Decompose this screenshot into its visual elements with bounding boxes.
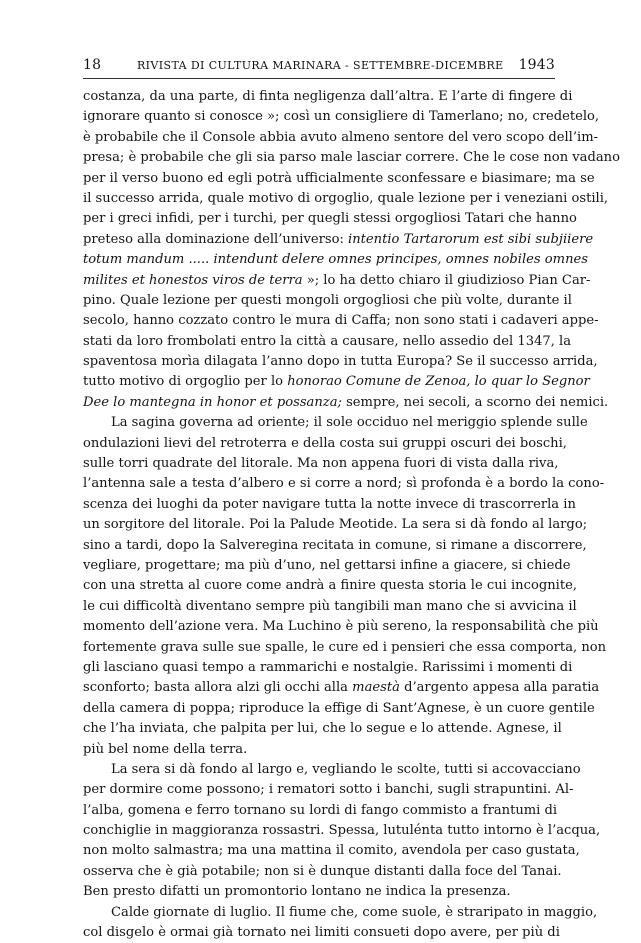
text-segment: conchiglie in maggioranza rossastri. Spessa, lutulénta tutto intorno è l’acqua, <box>83 823 601 839</box>
italic-text: maestà <box>352 680 400 696</box>
text-segment: con una stretta al cuore come andrà a finire questa storia le cui incognite, <box>83 578 578 594</box>
text-segment: vegliare, progettare; ma più d’uno, nel gettarsi infine a giacere, si chiede <box>83 557 571 573</box>
text-segment: »; lo ha detto chiaro il giudizioso Pian Car- <box>302 272 591 288</box>
text-line <box>83 515 588 535</box>
text-segment: osserva che è già potabile; non si è dunque distanti dalla foce del Tanai. <box>83 863 562 879</box>
text-line <box>83 841 580 861</box>
italic-text: milites et honestos viros de terra <box>83 272 303 288</box>
text-segment: l’antenna sale a testa d’albero e si corre a nord; sì profonda è a bordo la cono- <box>83 476 605 492</box>
text-segment: non molto salmastra; ma una mattina il comito, avendola per caso gustata, <box>83 843 580 859</box>
text-line <box>83 536 587 556</box>
text-line <box>83 311 599 331</box>
text-line <box>83 719 562 739</box>
text-segment: il successo arrida, quale motivo di orgoglio, quale lezione per i veneziani ostili, <box>83 190 609 206</box>
text-segment: La sagina governa ad oriente; il sole occiduo nel meriggio splende sulle <box>111 415 588 431</box>
text-segment: costanza, da una parte, di finta negligenza dall’altra. E l’arte di fingere di <box>83 89 573 104</box>
italic-text: Dee lo mantegna in honor et possanza; <box>83 394 342 410</box>
text-line <box>83 740 555 760</box>
text-segment: per dormire come possono; i rematori sotto i banchi, sugli strapuntini. Al- <box>83 782 574 798</box>
text-segment: le cui difficoltà diventano sempre più tangibili man mano che si avvicina il <box>83 598 577 614</box>
header-year: 1943 <box>518 57 555 73</box>
text-line <box>83 372 590 392</box>
text-segment: spaventosa morìa dilagata l’anno dopo in tutta Europa? Se il successo arrida, <box>83 354 598 370</box>
italic-text: totum mandum ..... intendunt delere omnes principes, omnes nobiles omnes <box>83 252 588 268</box>
text-line <box>83 148 620 168</box>
text-line <box>83 87 573 107</box>
text-segment: col disgelo è ormai già tornato nei limiti consueti dopo avere, per più di <box>83 925 560 941</box>
text-segment: Ben presto difatti un promontorio lontano ne indica la presenza. <box>83 884 511 900</box>
text-line <box>83 556 571 576</box>
text-line <box>83 169 595 189</box>
text-line <box>83 474 605 494</box>
text-line <box>83 638 607 658</box>
text-line <box>83 434 567 454</box>
page-number: 18 <box>83 57 102 73</box>
text-segment: stati da loro frombolati entro la città a causare, nello assedio del 1347, la <box>83 333 572 349</box>
text-line <box>83 209 577 229</box>
text-line <box>83 821 601 841</box>
text-line <box>83 393 609 413</box>
text-line <box>83 923 560 943</box>
text-segment: sempre, nei secoli, a scorno dei nemici. <box>341 394 609 410</box>
text-segment: è probabile che il Console abbia avuto almeno sentore del vero scopo dell’im- <box>83 129 599 145</box>
running-title: RIVISTA DI CULTURA MARINARA - SETTEMBRE-DICEMBRE <box>137 59 504 72</box>
text-segment: che l’ha inviata, che palpita per lui, che lo segue e lo attende. Agnese, il <box>83 721 562 737</box>
text-segment: ondulazioni lievi del retroterra e della costa sui gruppi oscuri dei boschi, <box>83 435 567 451</box>
text-line <box>83 332 572 352</box>
text-line <box>83 678 600 698</box>
text-line <box>83 597 577 617</box>
text-segment: momento dell’azione vera. Ma Luchino è più sereno, la responsabilità che più <box>83 619 599 635</box>
text-segment: per il verso buono ed egli potrà ufficialmente sconfessare e biasimare; ma se <box>83 170 595 186</box>
text-line <box>83 658 573 678</box>
text-line <box>83 454 559 474</box>
text-line <box>83 107 600 127</box>
text-line <box>83 495 576 515</box>
text-segment: sconforto; basta allora alzi gli occhi alla <box>83 680 353 696</box>
text-segment: secolo, hanno cozzato contro le mura di Caffa; non sono stati i cadaveri appe- <box>83 313 599 329</box>
text-segment: presa; è probabile che gli sia parso male lasciar correre. Che le cose non vadano <box>83 150 620 166</box>
text-segment: d’argento appesa alla paratia <box>399 680 600 696</box>
text-line <box>83 617 599 637</box>
text-segment: gli lasciano quasi tempo a rammarichi e nostalgie. Rarissimi i momenti di <box>83 659 573 675</box>
text-line <box>83 862 562 882</box>
text-line <box>83 576 578 596</box>
text-line <box>83 413 588 433</box>
body-text <box>83 87 620 943</box>
text-segment: preteso alla dominazione dell’universo: <box>83 231 349 247</box>
text-line <box>83 760 581 780</box>
text-segment: sulle torri quadrate del litorale. Ma non appena fuori di vista dalla riva, <box>83 456 559 472</box>
text-segment: sino a tardi, dopo la Salveregina recitata in comune, si rimane a discorrere, <box>83 537 587 553</box>
text-line <box>83 903 598 923</box>
text-segment: tutto motivo di orgoglio per lo <box>83 374 288 390</box>
text-segment: della camera di poppa; riproduce la effige di Sant’Agnese, è un cuore gentile <box>83 700 595 716</box>
text-line <box>83 128 599 148</box>
text-segment: pino. Quale lezione per questi mongoli orgogliosi che più volte, durante il <box>83 292 572 308</box>
text-segment: più bel nome della terra. <box>83 741 248 757</box>
italic-text: honorao Comune de Zenoa, lo quar lo Segnor <box>287 374 590 390</box>
text-line <box>83 780 574 800</box>
text-segment: La sera si dà fondo al largo e, vegliando le scolte, tutti si accovacciano <box>111 761 581 777</box>
text-segment: un sorgitore del litorale. Poi la Palude Meotide. La sera si dà fondo al largo; <box>83 517 588 533</box>
text-line <box>83 230 594 250</box>
italic-text: intentio Tartarorum est sibi subjiiere <box>348 231 594 247</box>
text-line <box>83 189 609 209</box>
text-segment: per i greci infidi, per i turchi, per quegli stessi orgogliosi Tatari che hanno <box>83 211 577 227</box>
text-line <box>83 291 572 311</box>
text-line <box>83 271 591 291</box>
text-segment: Calde giornate di luglio. Il fiume che, come suole, è straripato in maggio, <box>111 904 598 920</box>
text-segment: scenza dei luoghi da poter navigare tutta la notte invece di trascorrerla in <box>83 496 576 512</box>
text-segment: fortemente grava sulle sue spalle, le cure ed i pensieri che essa comporta, non <box>83 639 607 655</box>
text-line <box>83 352 598 372</box>
running-header <box>83 57 555 77</box>
text-line <box>83 699 595 719</box>
header-rule <box>83 78 555 79</box>
text-segment: l’alba, gomena e ferro tornano su lordi di fango commisto a frantumi di <box>83 802 558 818</box>
text-line <box>83 250 588 270</box>
text-line <box>83 801 558 821</box>
text-segment: ignorare quanto si conosce »; così un consigliere di Tamerlano; no, credetelo, <box>83 109 600 125</box>
